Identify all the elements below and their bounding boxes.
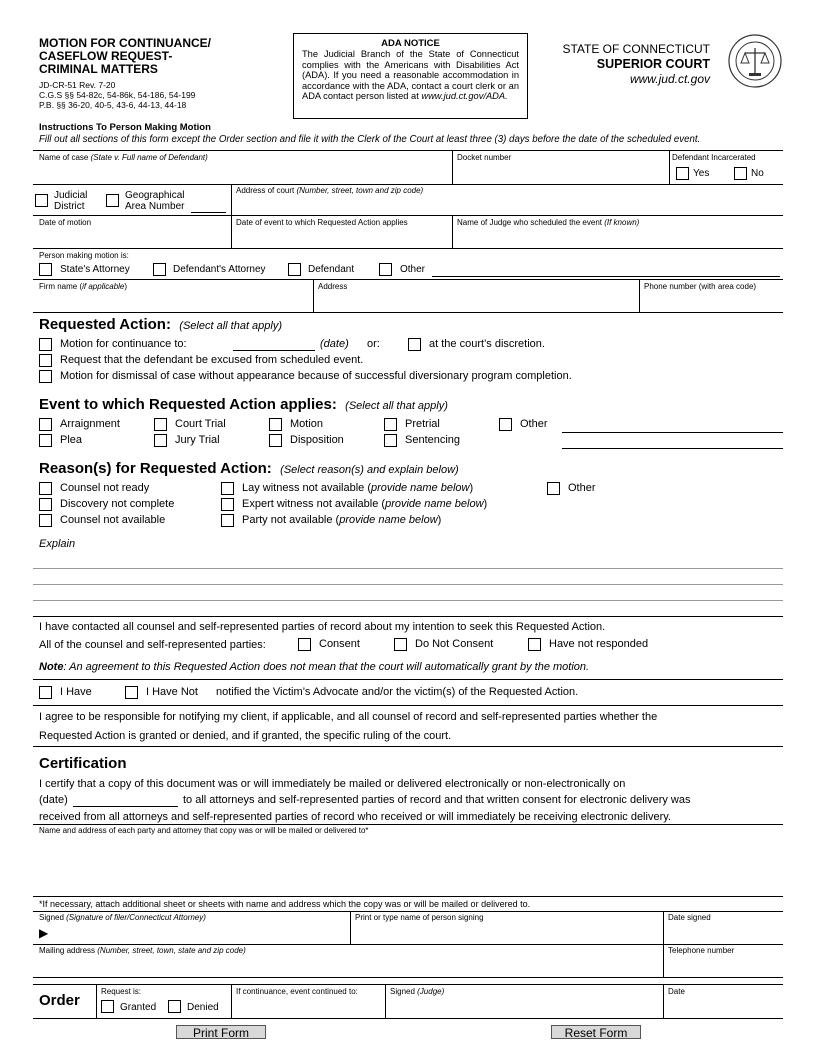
reasons-sub: (Select reason(s) and explain below) [280, 464, 459, 476]
signed-label [39, 913, 206, 922]
judge-signed-hint: (Judge) [417, 987, 445, 996]
request-is-label: Request is: [101, 987, 142, 996]
event-heading [39, 396, 448, 413]
party-text: Party not available ( [242, 514, 340, 526]
expert-witness-text: Expert witness not available ( [242, 498, 386, 510]
cert-line3: received from all attorneys and self-represented parties of record who received or will immediately be receiving electronic delivery. [39, 811, 671, 823]
pretrial-checkbox[interactable] [384, 418, 397, 431]
motion-checkbox[interactable] [269, 418, 282, 431]
judicial-label-2: District [54, 201, 85, 212]
signature-arrow-icon: ▶ [39, 926, 49, 940]
judicial-district-checkbox[interactable] [35, 194, 48, 207]
other-event-checkbox[interactable] [499, 418, 512, 431]
continuance-date-input[interactable] [233, 350, 315, 351]
print-name-input[interactable] [353, 923, 659, 942]
expert-witness-checkbox[interactable] [221, 498, 234, 511]
cert-line2a: (date) [39, 794, 68, 806]
jury-trial-label: Jury Trial [175, 434, 220, 446]
names-addresses-textarea[interactable] [36, 836, 780, 894]
agree-line1: I agree to be responsible for notifying my client, if applicable, and all counsel of record and self-represented parties whether the [39, 711, 658, 723]
judge-signed-label [390, 987, 444, 996]
person-making-motion-label: Person making motion is: [39, 251, 129, 260]
other-person-input[interactable] [432, 276, 780, 277]
judge-input[interactable] [455, 228, 779, 246]
requested-action-heading [39, 316, 282, 333]
form-title [39, 37, 211, 76]
date-of-event-input[interactable] [234, 228, 448, 246]
court-address-label-text: Address of court [236, 186, 297, 195]
other-reason-label: Other [568, 482, 596, 494]
reasons-title: Reason(s) for Requested Action: [39, 460, 272, 477]
court-trial-label: Court Trial [175, 418, 226, 430]
print-form-button[interactable]: Print Form [176, 1025, 266, 1039]
court-address-input[interactable] [234, 196, 779, 214]
requested-sub: (Select all that apply) [179, 320, 283, 332]
order-date-input[interactable] [666, 997, 780, 1016]
event-sub: (Select all that apply) [345, 400, 448, 412]
motion-label: Motion [290, 418, 324, 430]
signature-input[interactable] [55, 923, 345, 942]
firm-hint: if applicable [82, 282, 125, 291]
geographical-area-checkbox[interactable] [106, 194, 119, 207]
case-name-label [39, 153, 208, 162]
ada-body: The Judicial Branch of the State of Connecticut complies with the Americans with Disabilities Act (ADA). If you need a reasonable accommodation in accordance with the ADA, contact a court clerk or an ADA contact person listed at [302, 49, 519, 101]
other-reason-checkbox[interactable] [547, 482, 560, 495]
ga-label-1: Geographical [125, 190, 185, 201]
judge-hint: (If known) [604, 218, 640, 227]
expert-witness-close: ) [483, 498, 488, 510]
dismissal-label: Motion for dismissal of case without appearance because of successful diversionary program completion. [60, 370, 572, 382]
expert-witness-label [242, 498, 487, 510]
note-text [39, 661, 589, 673]
phone-input[interactable] [642, 292, 780, 310]
firm-label-end: ) [124, 282, 128, 291]
note-bold: Note [39, 661, 64, 673]
cgs-citation: C.G.S §§ 54-82c, 54-86k, 54-186, 54-199 [39, 90, 196, 100]
print-name-label: Print or type name of person signing [355, 913, 484, 922]
court-name: SUPERIOR COURT [596, 57, 710, 71]
other-event-input-2[interactable] [562, 448, 783, 449]
date-of-motion-label: Date of motion [39, 218, 92, 227]
lay-witness-checkbox[interactable] [221, 482, 234, 495]
other-event-input-1[interactable] [562, 432, 783, 433]
mailing-label-text: Mailing address [39, 946, 98, 955]
cert-line1: I certify that a copy of this document was or will immediately be mailed or delivered electronically or non-electronically on [39, 778, 626, 790]
signed-label-text: Signed [39, 913, 67, 922]
pb-citation: P.B. §§ 36-20, 40-5, 43-6, 44-13, 44-18 [39, 100, 187, 110]
lay-witness-provide: provide name below [371, 482, 470, 494]
form-number: JD-CR-51 Rev. 7-20 [39, 80, 116, 90]
explain-label: Explain [39, 538, 76, 550]
defendant-label: Defendant [308, 264, 355, 275]
continued-to-input[interactable] [234, 997, 381, 1016]
mailing-hint: (Number, street, town, state and zip code) [97, 946, 246, 955]
excuse-defendant-label: Request that the defendant be excused from scheduled event. [60, 354, 364, 366]
judge-signature-input[interactable] [388, 997, 659, 1016]
party-close: ) [437, 514, 442, 526]
counsel-not-ready-checkbox[interactable] [39, 482, 52, 495]
note-body: : An agreement to this Requested Action does not mean that the court will automatically grant by the motion. [63, 661, 590, 673]
other-event-label: Other [520, 418, 548, 430]
state-name: STATE OF CONNECTICUT [562, 42, 710, 56]
telephone-label: Telephone number [668, 946, 735, 955]
court-address-hint: (Number, street, town and zip code) [296, 186, 424, 195]
lay-witness-close: ) [469, 482, 474, 494]
arraignment-label: Arraignment [60, 418, 120, 430]
states-attorney-checkbox[interactable] [39, 263, 52, 276]
continuance-date-label: (date) [320, 338, 349, 350]
arraignment-checkbox[interactable] [39, 418, 52, 431]
form-citations [39, 80, 195, 110]
consent-label: Consent [319, 638, 360, 650]
sentencing-label: Sentencing [405, 434, 461, 446]
state-seal-icon [727, 33, 783, 89]
continuance-or: or: [367, 338, 380, 350]
mailing-address-input[interactable] [36, 956, 659, 975]
cert-line2b: to all attorneys and self-represented parties of record and that written consent for electronic delivery was [183, 794, 691, 806]
pretrial-label: Pretrial [405, 418, 440, 430]
other-person-checkbox[interactable] [379, 263, 392, 276]
judicial-district-label [54, 190, 87, 212]
docket-label: Docket number [457, 153, 512, 162]
i-have-label: I Have [60, 686, 92, 698]
address-input[interactable] [316, 292, 635, 310]
lay-witness-label [242, 482, 473, 494]
i-have-not-checkbox[interactable] [125, 686, 138, 699]
dismissal-checkbox[interactable] [39, 370, 52, 383]
geographical-area-label [125, 190, 184, 212]
party-not-available-checkbox[interactable] [221, 514, 234, 527]
instructions-text: Fill out all sections of this form except the Order section and file it with the Clerk of the Court at least three (3) days before the date of the scheduled event. [39, 134, 701, 145]
denied-label: Denied [187, 1002, 219, 1013]
plea-checkbox[interactable] [39, 434, 52, 447]
ada-notice-box [293, 33, 528, 119]
defendants-attorney-checkbox[interactable] [153, 263, 166, 276]
jury-trial-checkbox[interactable] [154, 434, 167, 447]
judge-label [457, 218, 639, 227]
date-of-motion-input[interactable] [36, 228, 226, 246]
not-responded-checkbox[interactable] [528, 638, 541, 651]
defendant-checkbox[interactable] [288, 263, 301, 276]
date-signed-label: Date signed [668, 913, 711, 922]
disposition-checkbox[interactable] [269, 434, 282, 447]
mailing-address-label [39, 946, 246, 955]
ga-label-2: Area Number [125, 201, 185, 212]
title-line3: CRIMINAL MATTERS [39, 62, 158, 76]
ada-title: ADA NOTICE [381, 38, 440, 49]
signed-hint: (Signature of filer/Connecticut Attorney) [66, 913, 206, 922]
incarcerated-no-checkbox[interactable] [734, 167, 747, 180]
explain-textarea[interactable] [33, 552, 783, 616]
consent-checkbox[interactable] [298, 638, 311, 651]
other-person-label: Other [400, 264, 426, 275]
contacted-statement: I have contacted all counsel and self-represented parties of record about my intention to seek this Requested Action. [39, 621, 606, 633]
case-name-input[interactable] [36, 163, 448, 183]
court-address-label [236, 186, 423, 195]
incarcerated-yes-label: Yes [693, 168, 710, 179]
continuance-checkbox[interactable] [39, 338, 52, 351]
incarcerated-yes-checkbox[interactable] [676, 167, 689, 180]
website[interactable]: www.jud.ct.gov [629, 72, 710, 86]
court-discretion-checkbox[interactable] [408, 338, 421, 351]
firm-label-text: Firm name ( [39, 282, 83, 291]
court-discretion-label: at the court’s discretion. [429, 338, 545, 350]
docket-input[interactable] [455, 163, 665, 183]
firm-name-input[interactable] [36, 292, 309, 310]
agree-line2: Requested Action is granted or denied, and if granted, the specific ruling of the court. [39, 730, 452, 742]
reasons-heading [39, 460, 459, 477]
phone-label: Phone number (with area code) [644, 282, 757, 291]
counsel-not-available-label: Counsel not available [60, 514, 166, 526]
title-line2: CASEFLOW REQUEST- [39, 49, 173, 63]
i-have-checkbox[interactable] [39, 686, 52, 699]
states-attorney-label: State's Attorney [60, 264, 130, 275]
firm-name-label [39, 282, 127, 291]
date-of-event-label: Date of event to which Requested Action applies [236, 218, 408, 227]
lay-witness-text: Lay witness not available ( [242, 482, 372, 494]
court-trial-checkbox[interactable] [154, 418, 167, 431]
judicial-label-1: Judicial [54, 190, 88, 201]
incarcerated-label: Defendant Incarcerated [672, 153, 756, 162]
sentencing-checkbox[interactable] [384, 434, 397, 447]
continuance-label: Motion for continuance to: [60, 338, 187, 350]
address-label: Address [318, 282, 348, 291]
i-have-not-label: I Have Not [146, 686, 198, 698]
ada-text [302, 49, 519, 102]
cert-date-input[interactable] [73, 806, 178, 807]
counsel-not-available-checkbox[interactable] [39, 514, 52, 527]
reset-form-button[interactable]: Reset Form [551, 1025, 641, 1039]
victim-notified-text: notified the Victim’s Advocate and/or the victim(s) of the Requested Action. [216, 686, 579, 698]
judge-signed-text: Signed [390, 987, 418, 996]
excuse-defendant-checkbox[interactable] [39, 354, 52, 367]
case-name-label-text: Name of case [39, 153, 91, 162]
disposition-label: Disposition [290, 434, 344, 446]
order-heading: Order [39, 992, 80, 1009]
incarcerated-no-label: No [751, 168, 764, 179]
judge-label-text: Name of Judge who scheduled the event [457, 218, 605, 227]
requested-title: Requested Action: [39, 316, 171, 333]
instructions-title: Instructions To Person Making Motion [39, 122, 211, 133]
parties-label: All of the counsel and self-represented parties: [39, 639, 266, 651]
ga-number-input[interactable] [191, 212, 226, 213]
names-addresses-label: Name and address of each party and attorney that copy was or will be mailed or delivered to* [39, 826, 369, 835]
event-title: Event to which Requested Action applies: [39, 396, 337, 413]
counsel-not-ready-label: Counsel not ready [60, 482, 150, 494]
granted-label: Granted [120, 1002, 157, 1013]
do-not-consent-checkbox[interactable] [394, 638, 407, 651]
denied-checkbox[interactable] [168, 1000, 181, 1013]
footnote: *If necessary, attach additional sheet or sheets with name and address which the copy was or will be mailed or delivered to. [39, 899, 531, 909]
certification-heading: Certification [39, 755, 127, 772]
defendants-attorney-label: Defendant's Attorney [173, 264, 266, 275]
continued-to-label: If continuance, event continued to: [236, 987, 358, 996]
expert-witness-provide: provide name below [385, 498, 484, 510]
ada-link[interactable]: www.jud.ct.gov/ADA. [421, 91, 508, 101]
do-not-consent-label: Do Not Consent [415, 638, 494, 650]
party-not-available-label [242, 514, 441, 526]
discovery-label: Discovery not complete [60, 498, 175, 510]
not-responded-label: Have not responded [549, 638, 649, 650]
case-name-hint: (State v. Full name of Defendant) [90, 153, 208, 162]
date-signed-input[interactable] [666, 923, 780, 942]
discovery-checkbox[interactable] [39, 498, 52, 511]
granted-checkbox[interactable] [101, 1000, 114, 1013]
party-provide: provide name below [339, 514, 438, 526]
court-heading [556, 42, 710, 86]
title-line1: MOTION FOR CONTINUANCE/ [39, 36, 211, 50]
plea-label: Plea [60, 434, 83, 446]
order-date-label: Date [668, 987, 685, 996]
telephone-input[interactable] [666, 956, 780, 975]
